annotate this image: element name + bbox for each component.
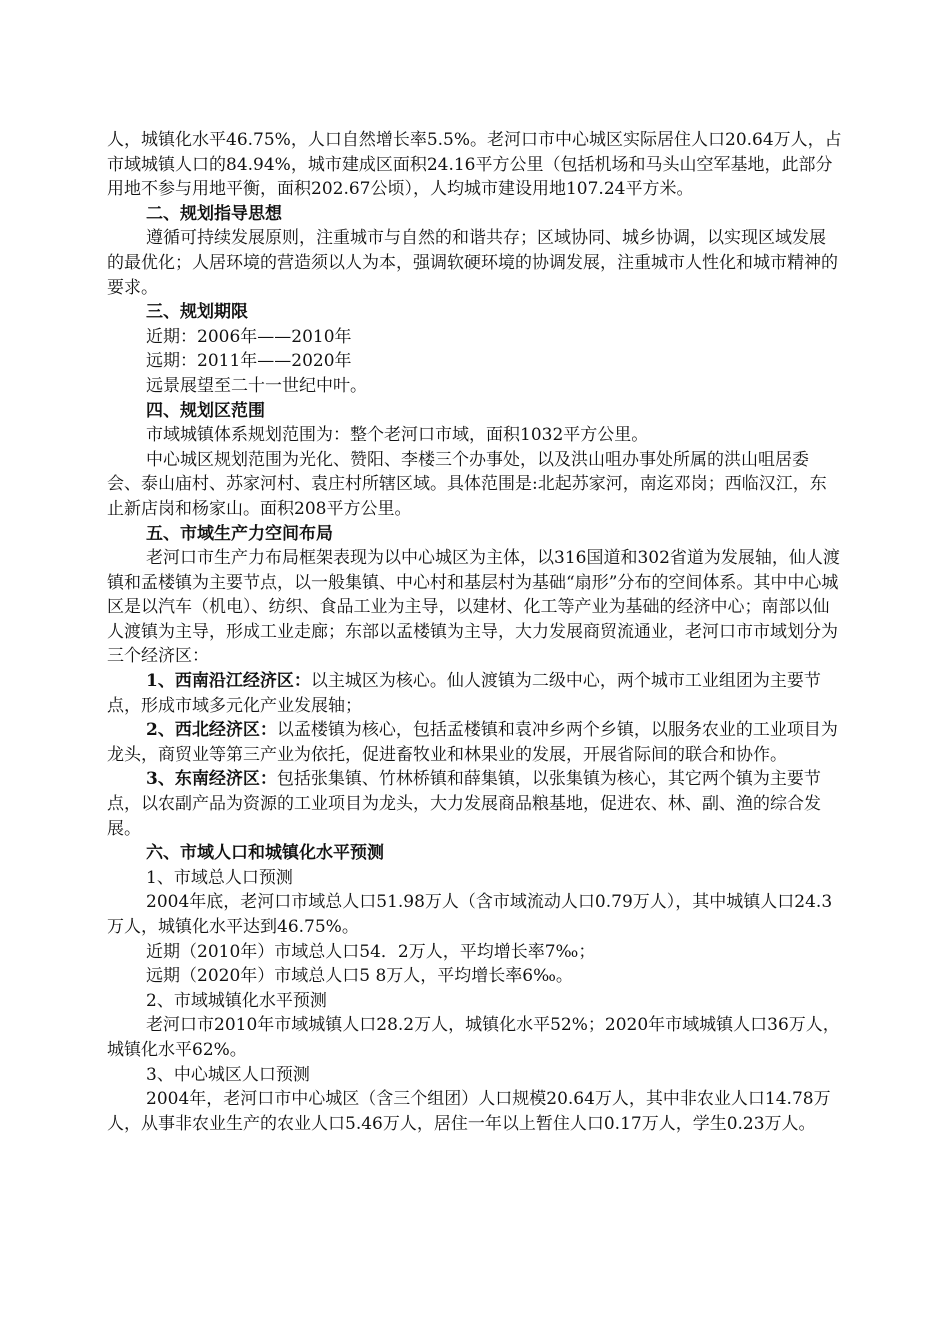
subheading-total-population: 1、市域总人口预测 — [146, 867, 293, 888]
document-body — [107, 128, 842, 1136]
paragraph-central-city-scope: 中心城区规划范围为光化、赞阳、李楼三个办事处，以及洪山咀办事处所属的洪山咀居委会、泰山庙村、苏家河村、袁庄村所辖区域。具体范围是:北起苏家河，南迄邓岗；西临汉江，东止新店岗和杨家山。面积208平方公里。 — [107, 449, 827, 519]
zone-southeast-title: 3、东南经济区： — [146, 769, 277, 790]
paragraph-economic-zone-southwest — [107, 669, 842, 718]
heading-guiding-ideology: 二、规划指导思想 — [146, 203, 282, 224]
paragraph-economic-zone-southeast — [107, 767, 842, 841]
paragraph-population-2020: 远期（2020年）市域总人口5 8万人，平均增长率6‰。 — [146, 966, 573, 987]
paragraph-long-term: 远期：2011年——2020年 — [146, 351, 352, 372]
heading-planning-area: 四、规划区范围 — [146, 400, 265, 421]
paragraph-productivity-layout: 老河口市生产力布局框架表现为以中心城区为主体，以316国道和302省道为发展轴，仙人渡镇和孟楼镇为主要节点，以一般集镇、中心村和基层村为基础“扇形”分布的空间体系。其中中心城区是以汽车（机电）、纺织、食品工业为主导，以建材、化工等产业为基础的经济中心；南部以仙人渡镇为主导，形成工业走廊；东部以孟楼镇为主导，大力发展商贸流通业，老河口市市域划分为三个经济区： — [107, 548, 840, 667]
paragraph-economic-zone-northwest — [107, 718, 842, 767]
zone-southwest-title: 1、西南沿江经济区： — [146, 671, 311, 692]
paragraph-population-summary: 人，城镇化水平46.75%，人口自然增长率5.5%。老河口市中心城区实际居住人口20.64万人，占市域城镇人口的84.94%，城市建成区面积24.16平方公里（包括机场和马头山空军基地，此部分用地不参与用地平衡，面积202.67公顷），人均城市建设用地107.24平方米。 — [107, 130, 842, 200]
zone-southwest-text: 以主城区为核心。仙人渡镇为二级中心，两个城市工业组团为主要节点，形成市域多元化产业发展轴； — [107, 671, 821, 716]
zone-northwest-title: 2、西北经济区： — [146, 720, 277, 741]
heading-population-forecast: 六、市域人口和城镇化水平预测 — [146, 843, 384, 864]
paragraph-central-city-population: 2004年，老河口市中心城区（含三个组团）人口规模20.64万人，其中非农业人口14.78万人，从事非农业生产的农业人口5.46万人，居住一年以上暂住人口0.17万人，学生0.23万人。 — [107, 1089, 831, 1134]
zone-southeast-text: 包括张集镇、竹林桥镇和薛集镇，以张集镇为核心，其它两个镇为主要节点，以农副产品为资源的工业项目为龙头，大力发展商品粮基地，促进农、林、副、渔的综合发展。 — [107, 769, 821, 839]
zone-northwest-text: 以孟楼镇为核心，包括孟楼镇和袁冲乡两个乡镇，以服务农业的工业项目为龙头，商贸业等第三产业为依托，促进畜牧业和林果业的发展，开展省际间的联合和协作。 — [107, 720, 838, 765]
paragraph-total-population-2004: 2004年底，老河口市域总人口51.98万人（含市域流动人口0.79万人），其中城镇人口24.3万人，城镇化水平达到46.75%。 — [107, 892, 833, 937]
subheading-urbanization-forecast: 2、市域城镇化水平预测 — [146, 990, 327, 1011]
paragraph-near-term: 近期：2006年——2010年 — [146, 326, 352, 347]
paragraph-population-2010: 近期（2010年）市域总人口54．2万人，平均增长率7‰； — [146, 941, 596, 962]
paragraph-guiding-ideology: 遵循可持续发展原则，注重城市与自然的和谐共存；区域协同、城乡协调，以实现区域发展的最优化；人居环境的营造须以人为本，强调软硬环境的协调发展，注重城市人性化和城市精神的要求。 — [107, 228, 838, 298]
paragraph-vision: 远景展望至二十一世纪中叶。 — [146, 375, 367, 396]
paragraph-city-region-scope: 市域城镇体系规划范围为：整个老河口市域，面积1032平方公里。 — [146, 425, 649, 446]
subheading-central-city-population: 3、中心城区人口预测 — [146, 1064, 310, 1085]
heading-planning-period: 三、规划期限 — [146, 302, 248, 323]
paragraph-urbanization-forecast: 老河口市2010年市域城镇人口28.2万人，城镇化水平52%；2020年市域城镇人口36万人，城镇化水平62%。 — [107, 1015, 840, 1060]
heading-productivity-layout: 五、市域生产力空间布局 — [146, 523, 333, 544]
